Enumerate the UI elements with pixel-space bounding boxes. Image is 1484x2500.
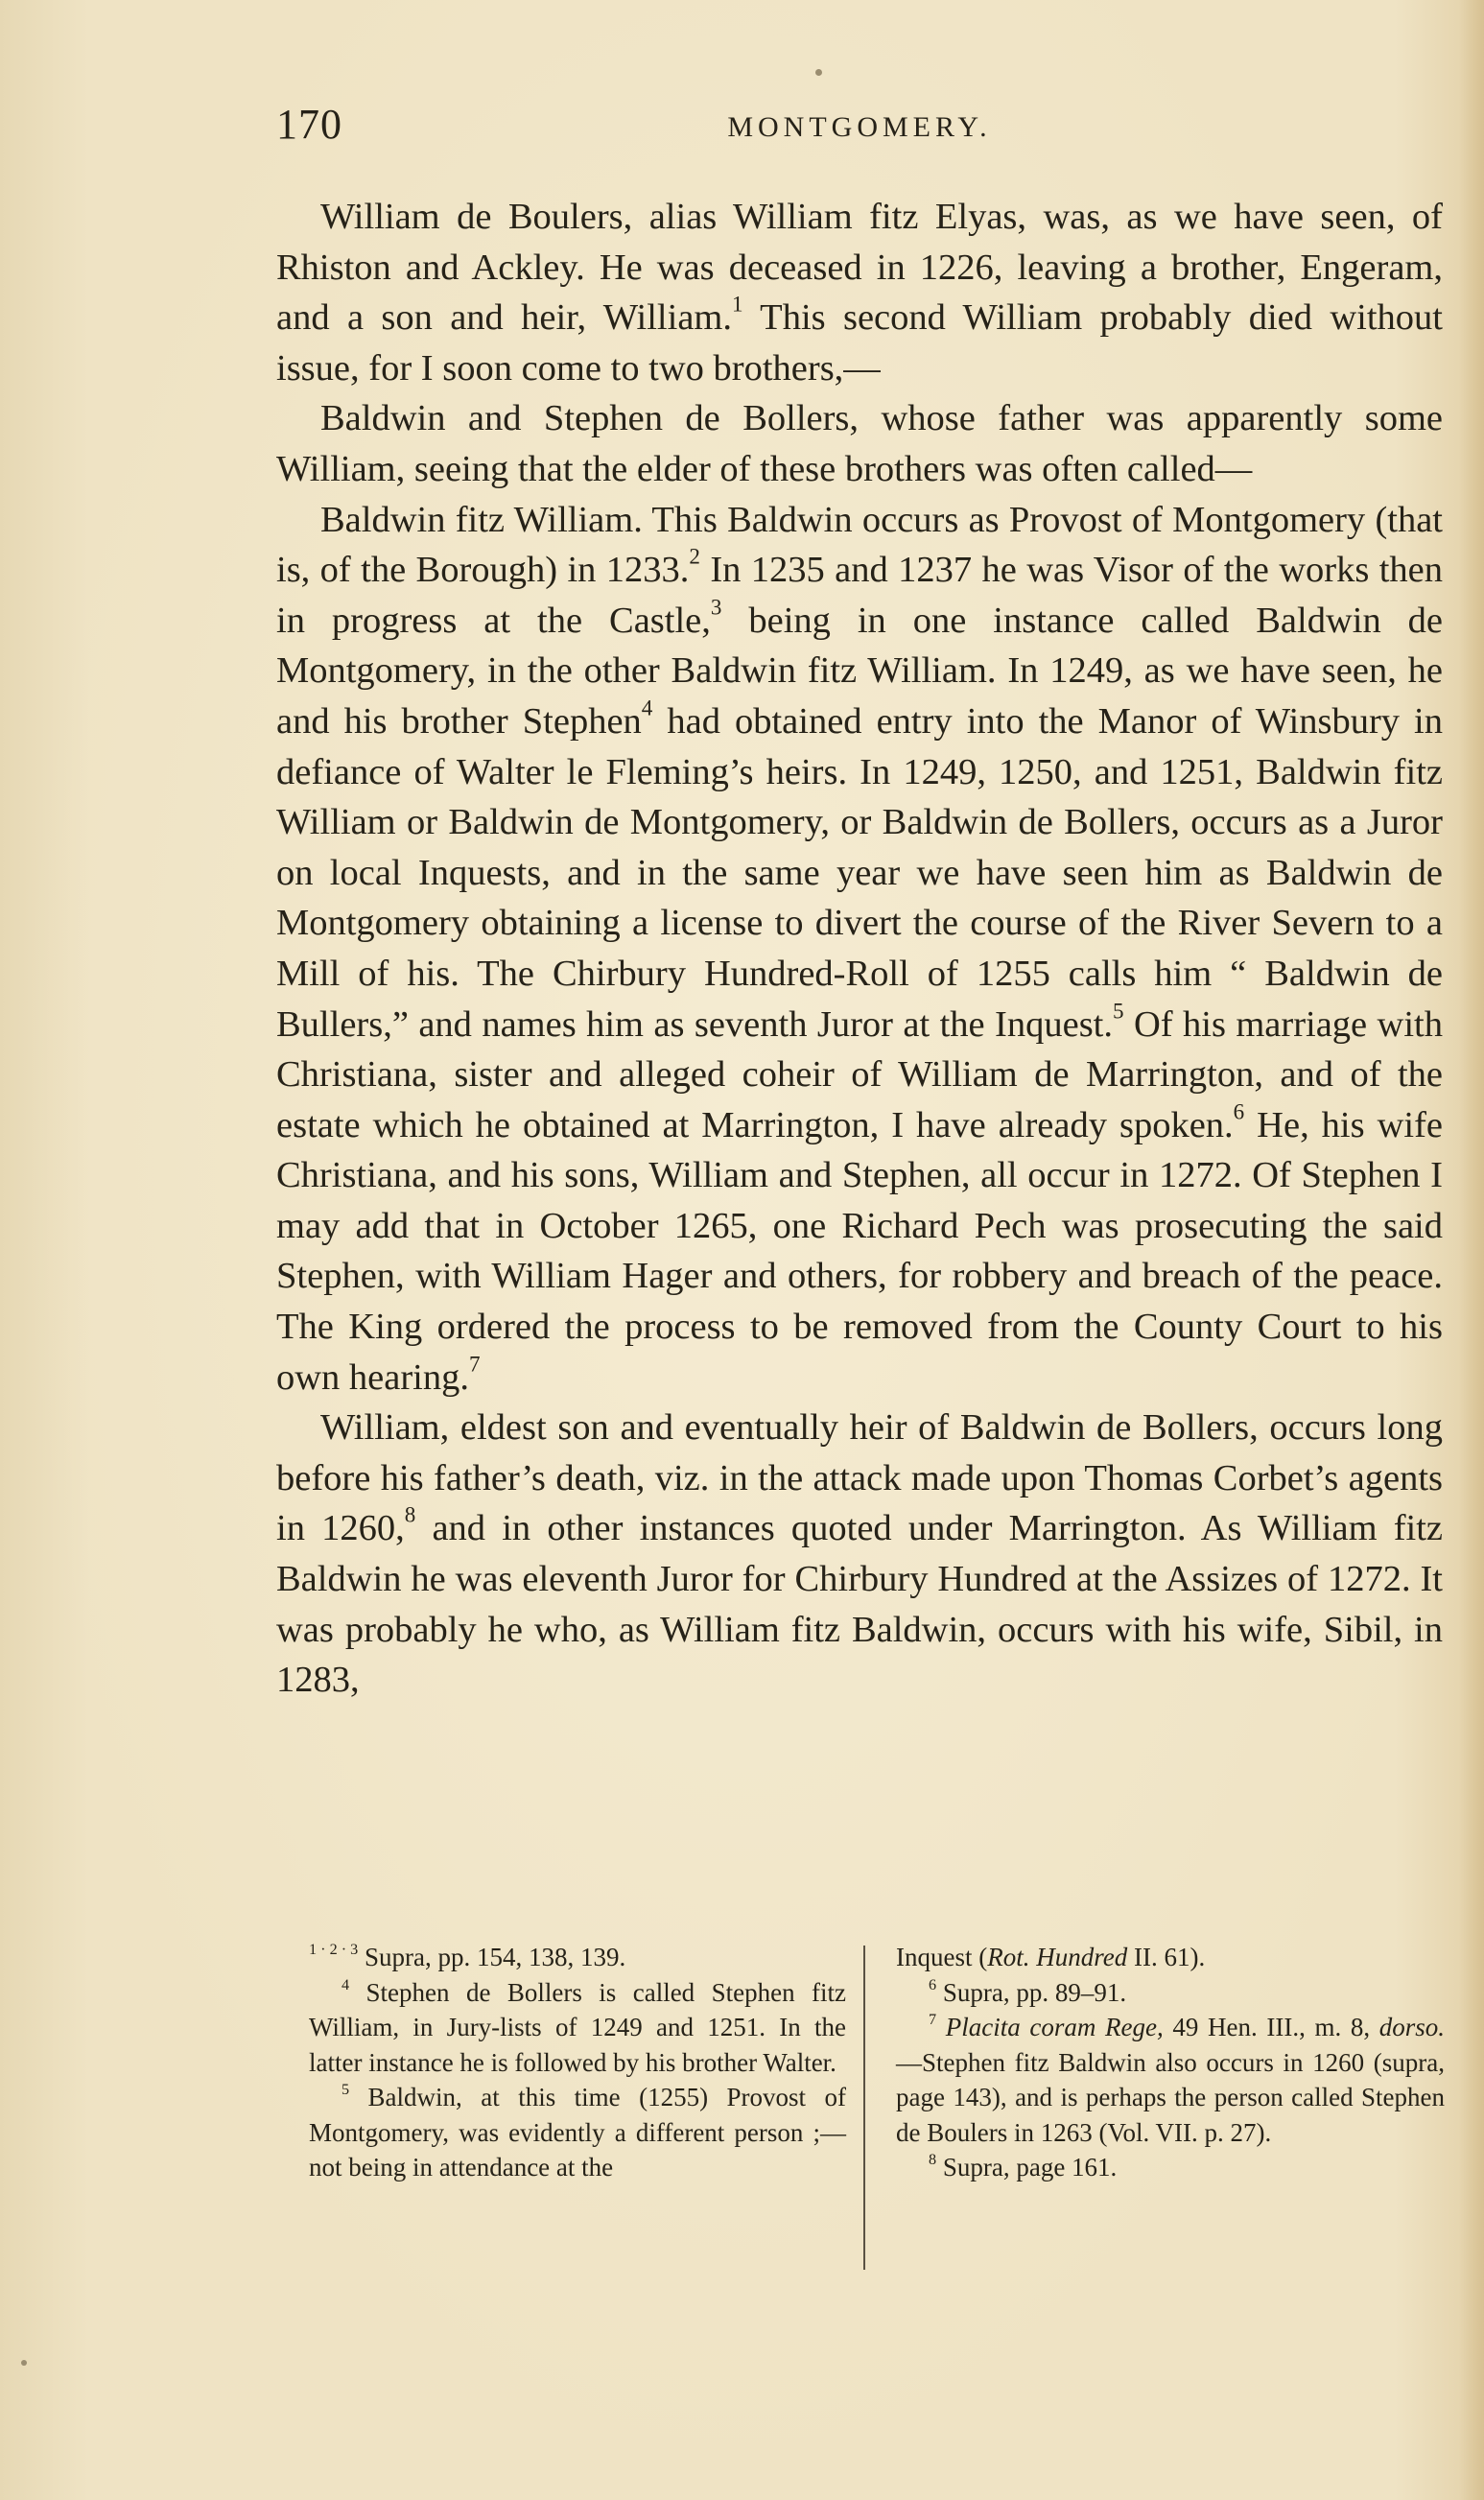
- footnote-reference: 5: [1113, 998, 1124, 1024]
- page-number: 170: [276, 101, 342, 148]
- footnote-text: —Stephen fitz Baldwin also occurs in 1260 (supra, page 143), and is perhaps the person called Stephen de Boulers in 1263 (Vol. VII. p. 27).: [896, 2047, 1445, 2147]
- ink-speck: [21, 2360, 27, 2366]
- main-text: [276, 192, 1443, 1706]
- footnotes-right-column: [896, 1940, 1445, 2185]
- footnote-5: [309, 2080, 846, 2185]
- paragraph-text: Of his marriage with Christiana, sister and alleged coheir of William de Marrington, and of the estate which he obtained at Marrington, I have already spoken.: [276, 1003, 1443, 1145]
- paragraph-text: This second William probably died without issue, for I soon come to two brothers,—: [276, 297, 1443, 389]
- footnote-text: Stephen de Bollers is called Stephen fitz William, in Jury-lists of 1249 and 1251. In the latter instance he is followed by his brother Walter.: [309, 1977, 846, 2077]
- paragraph-text: William, eldest son and eventually heir of Baldwin de Bollers, occurs long before his father’s death, viz. in the attack made upon Thomas Corbet’s agents in 1260,: [276, 1407, 1443, 1549]
- paragraph-text: and in other instances quoted under Marrington. As William fitz Baldwin he was eleventh Juror for Chirbury Hundred at the Assizes of 1272. It was probably he who, as William fitz Baldwin, occurs with his wife, Sibil, in 1283,: [276, 1508, 1444, 1701]
- footnote-reference: 4: [641, 695, 653, 720]
- footnote-text: 49 Hen. III., m. 8,: [1163, 2013, 1379, 2041]
- footnote-text: II. 61).: [1127, 1943, 1206, 1971]
- ink-speck: [815, 69, 822, 76]
- paragraph-text: William de Boulers, alias William fitz Elyas, was, as we have seen, of Rhiston and Ackley. He was deceased in 1226, leaving a brother, Engeram, and a son and heir, William.: [276, 197, 1443, 339]
- paragraph-text: Baldwin and Stephen de Bollers, whose father was apparently some William, seeing that the elder of these brothers was often called—: [276, 398, 1443, 489]
- footnotes-left-column: [309, 1940, 846, 2185]
- running-title: MONTGOMERY.: [727, 111, 992, 143]
- footnote-8: [896, 2150, 1445, 2185]
- footnote-marker: 4: [342, 1975, 350, 1993]
- paragraph-baldwin-stephen: [276, 393, 1443, 494]
- footnote-marker: 8: [929, 2150, 937, 2168]
- footnote-citation: dorso.: [1378, 2013, 1445, 2041]
- footnote-5-continued: [896, 1940, 1445, 1975]
- footnote-text: Supra, pp. 89–91.: [936, 1977, 1127, 2007]
- paragraph-text: He, his wife Christiana, and his sons, William and Stephen, all occur in 1272. Of Stephen I may add that in October 1265, one Richard Pech was prosecuting the said Stephen, with William Hager and others, for robbery and breach of the peace. The King ordered the process to be removed from the County Court to his own hearing.: [276, 1104, 1443, 1398]
- footnote-citation: Rot. Hundred: [987, 1943, 1128, 1971]
- footnote-reference: 1: [731, 291, 743, 317]
- footnote-1-2-3: [309, 1940, 846, 1975]
- page-header: [276, 100, 1443, 167]
- footnote-text: Baldwin, at this time (1255) Provost of Montgomery, was evidently a different person ;—not being in attendance at the: [309, 2083, 846, 2182]
- paragraph-baldwin-fitz-william: [276, 495, 1443, 1403]
- paragraph-text: had obtained entry into the Manor of Winsbury in defiance of Walter le Fleming’s heirs. In 1249, 1250, and 1251, Baldwin fitz William or Baldwin de Montgomery, or Baldwin de Bollers, occurs as a Juror on local Inquests, and in the same year we have seen him as Baldwin de Montgomery obtaining a license to divert the course of the River Severn to a Mill of his. The Chirbury Hundred-Roll of 1255 calls him “ Baldwin de Bullers,” and names him as seventh Juror at the Inquest.: [276, 700, 1443, 1045]
- paragraph-text: being in one instance called Baldwin de Montgomery, in the other Baldwin fitz William. In 1249, as we have seen, he and his brother Stephen: [276, 600, 1443, 742]
- footnote-6: [896, 1975, 1445, 2011]
- footnote-column-divider: [863, 1946, 865, 2270]
- footnote-reference: 2: [689, 543, 700, 569]
- paragraph-boulers: [276, 192, 1443, 393]
- footnote-text: Inquest (: [896, 1943, 988, 1971]
- footnote-marker: 1 · 2 · 3: [309, 1940, 359, 1958]
- footnotes: [309, 1940, 1445, 2276]
- footnote-citation: Placita coram Rege,: [945, 2013, 1164, 2041]
- footnote-4: [309, 1975, 846, 2081]
- paragraph-text: Baldwin fitz William. This Baldwin occurs as Provost of Montgomery (that is, of the Borough) in 1233.: [276, 499, 1443, 591]
- footnote-marker: 5: [342, 2080, 350, 2098]
- paragraph-text: In 1235 and 1237 he was Visor of the works then in progress at the Castle,: [276, 550, 1443, 641]
- page-edge-shadow: [1459, 0, 1484, 2500]
- footnote-7: [896, 2010, 1445, 2150]
- footnote-reference: 6: [1233, 1098, 1245, 1124]
- paragraph-william-eldest-son: [276, 1403, 1443, 1706]
- footnote-text: Supra, pp. 154, 138, 139.: [358, 1943, 626, 1971]
- footnote-marker: 7: [929, 2010, 937, 2028]
- footnote-marker: 6: [929, 1975, 937, 1993]
- footnote-reference: 3: [710, 594, 722, 620]
- footnote-text: Supra, page 161.: [936, 2153, 1118, 2182]
- footnote-reference: 7: [469, 1351, 481, 1377]
- footnote-reference: 8: [404, 1501, 416, 1527]
